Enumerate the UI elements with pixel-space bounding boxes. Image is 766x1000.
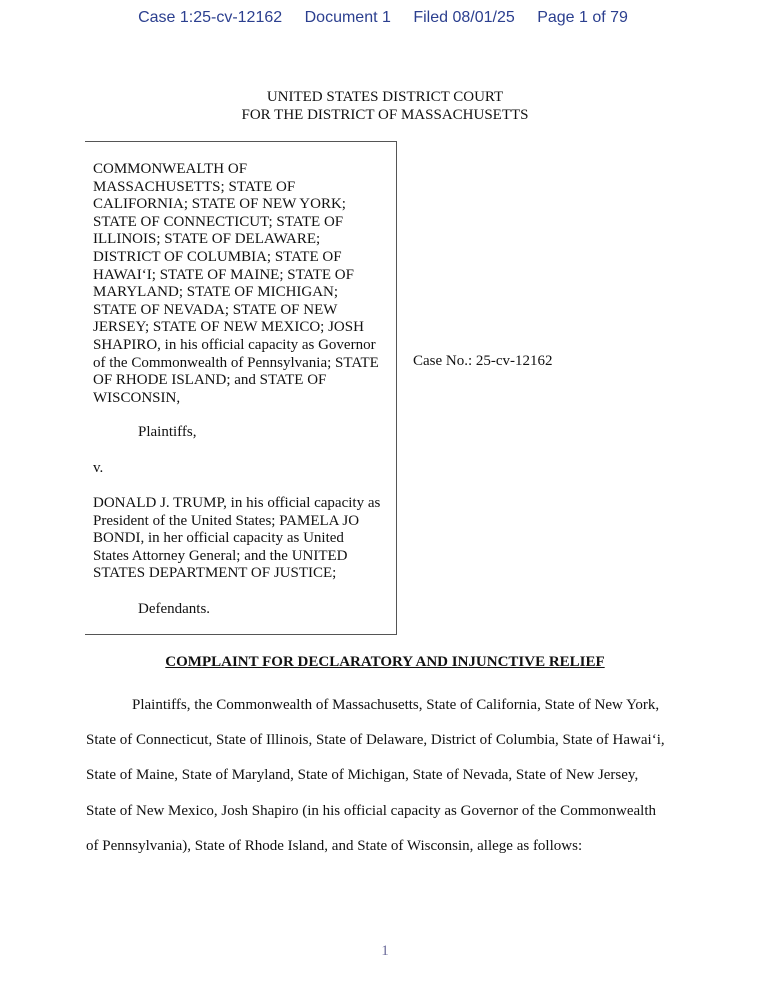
plaintiffs-line: WISCONSIN, [93,389,181,406]
plaintiffs-line: MASSACHUSETTS; STATE OF [93,178,296,195]
plaintiffs-line: OF RHODE ISLAND; and STATE OF [93,372,327,389]
page-count-stamp: Page 1 of 79 [537,9,628,26]
defendants-line: STATES DEPARTMENT OF JUSTICE; [93,565,337,582]
plaintiffs-line: CALIFORNIA; STATE OF NEW YORK; [93,196,346,213]
court-heading [0,88,766,124]
document-number-stamp: Document 1 [304,9,391,26]
body-line: State of Maine, State of Maryland, State of Michigan, State of Nevada, State of New Jersey, [86,767,639,784]
versus-label: v. [93,460,104,476]
plaintiffs-line: HAWAIʻI; STATE OF MAINE; STATE OF [93,266,354,283]
court-name: UNITED STATES DISTRICT COURT [266,89,504,105]
defendants-line: President of the United States; PAMELA JO [93,512,360,529]
complaint-body [86,688,686,864]
case-caption-box [85,141,397,635]
defendants-line: BONDI, in her official capacity as United [93,530,344,547]
plaintiffs-list [93,161,393,407]
plaintiffs-line: STATE OF NEVADA; STATE OF NEW [93,301,338,318]
filing-header [0,9,766,31]
filed-date-stamp: Filed 08/01/25 [413,9,515,26]
page-number: 1 [381,943,389,959]
body-line: Plaintiffs, the Commonwealth of Massachusetts, State of California, State of New York, [132,697,660,713]
defendants-label: Defendants. [138,601,211,617]
plaintiffs-label: Plaintiffs, [138,424,197,440]
plaintiffs-line: COMMONWEALTH OF [93,161,248,177]
case-number-stamp: Case 1:25-cv-12162 [138,9,283,26]
complaint-title: COMPLAINT FOR DECLARATORY AND INJUNCTIVE RELIEF [165,654,605,670]
plaintiffs-line: DISTRICT OF COLUMBIA; STATE OF [93,248,342,265]
court-district: FOR THE DISTRICT OF MASSACHUSETTS [241,107,529,123]
defendants-line: States Attorney General; and the UNITED [93,547,348,564]
plaintiffs-line: of the Commonwealth of Pennsylvania; STATE [93,354,379,371]
plaintiffs-line: JERSEY; STATE OF NEW MEXICO; JOSH [93,319,364,336]
case-number-field: Case No.: 25-cv-12162 [413,353,553,369]
plaintiffs-line: STATE OF CONNECTICUT; STATE OF [93,213,344,230]
body-line: State of Connecticut, State of Illinois, State of Delaware, District of Columbia, State of Hawaiʻi, [86,732,665,749]
body-line: of Pennsylvania), State of Rhode Island, and State of Wisconsin, allege as follows: [86,837,583,854]
plaintiffs-line: MARYLAND; STATE OF MICHIGAN; [93,284,339,301]
defendants-line: DONALD J. TRUMP, in his official capacity as [93,495,381,511]
plaintiffs-line: SHAPIRO, in his official capacity as Governor [93,336,376,353]
defendants-list [93,495,393,583]
plaintiffs-line: ILLINOIS; STATE OF DELAWARE; [93,231,321,248]
body-line: State of New Mexico, Josh Shapiro (in his official capacity as Governor of the Commonwealth [86,802,657,819]
